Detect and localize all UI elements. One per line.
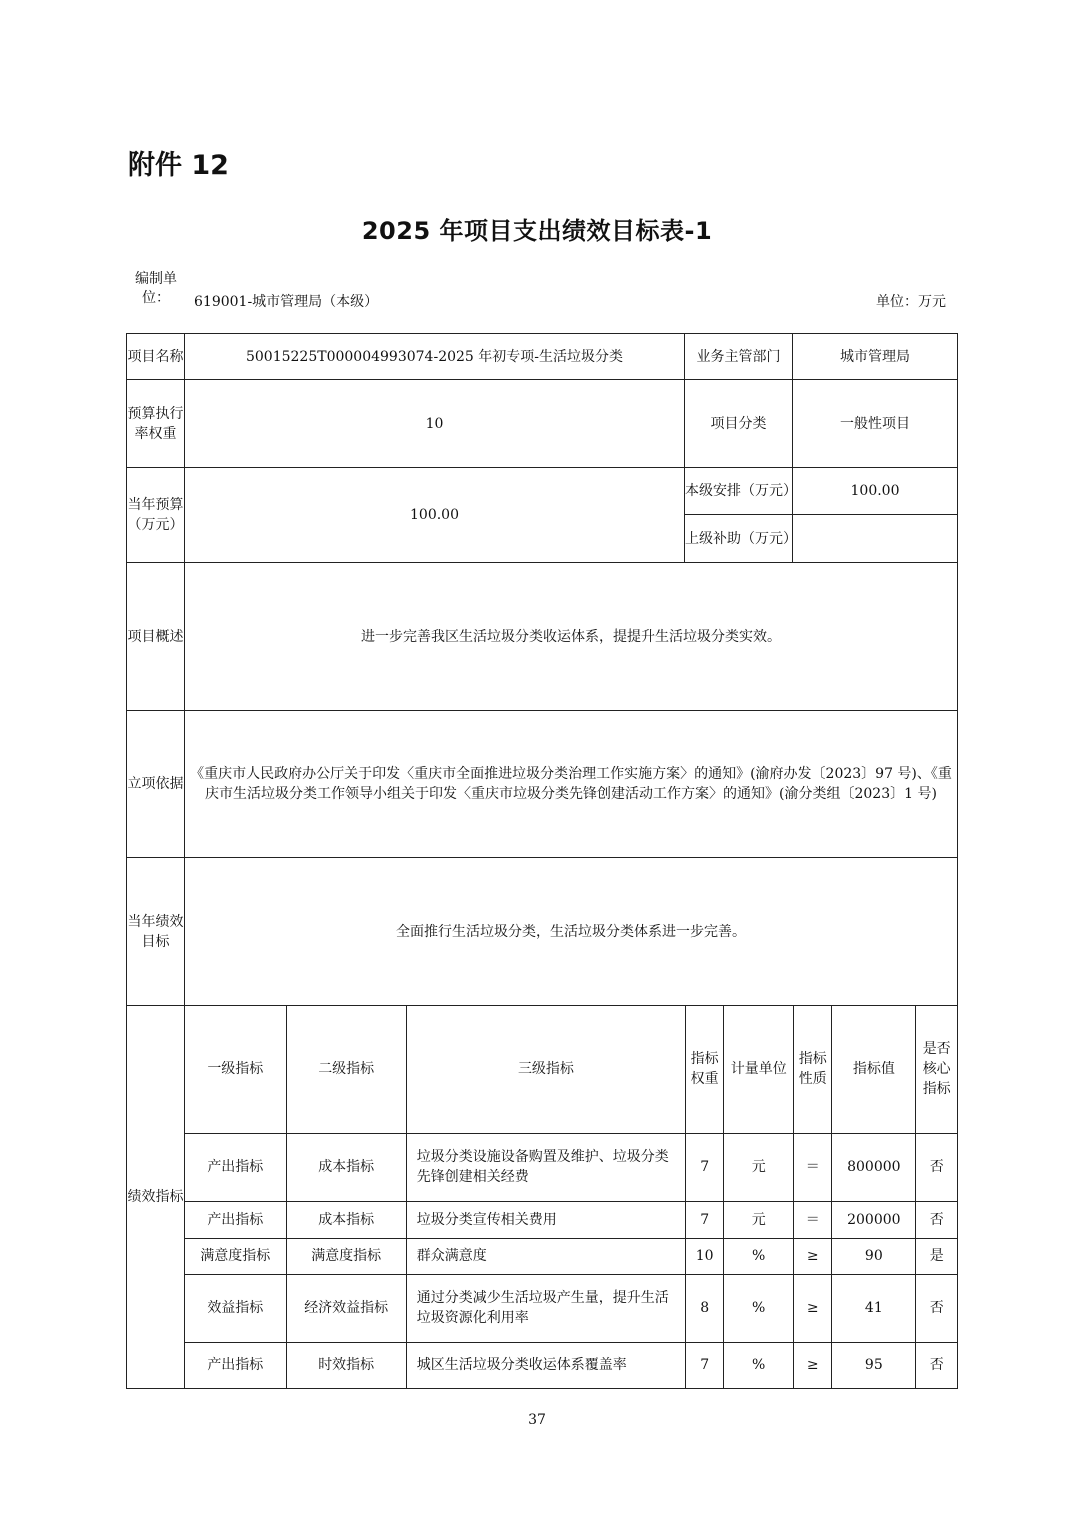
indicators-table xyxy=(185,1006,957,1388)
row-level2: 经济效益指标 xyxy=(286,1274,406,1342)
row-level3: 群众满意度 xyxy=(406,1238,685,1274)
row-nature: ＝ xyxy=(794,1133,832,1201)
table-row xyxy=(185,1274,957,1342)
weight-row xyxy=(127,380,958,468)
row-value: 800000 xyxy=(832,1133,916,1201)
row-level3: 垃圾分类设施设备购置及维护、垃圾分类先锋创建相关经费 xyxy=(406,1133,685,1201)
department-label: 业务主管部门 xyxy=(685,334,793,380)
basis-row xyxy=(127,711,958,858)
budget-label: 当年预算（万元） xyxy=(127,468,185,563)
row-nature: ＝ xyxy=(794,1201,832,1238)
unit-row xyxy=(128,270,956,332)
row-core: 否 xyxy=(916,1274,957,1342)
row-weight: 7 xyxy=(686,1342,724,1388)
table-row xyxy=(185,1201,957,1238)
local-funding-label: 本级安排（万元） xyxy=(685,468,793,515)
weight-value: 10 xyxy=(185,380,685,468)
row-core: 否 xyxy=(916,1342,957,1388)
row-value: 95 xyxy=(832,1342,916,1388)
row-level2: 成本指标 xyxy=(286,1133,406,1201)
table-row xyxy=(185,1133,957,1201)
row-nature: ≥ xyxy=(794,1238,832,1274)
basis-value: 《重庆市人民政府办公厅关于印发〈重庆市全面推进垃圾分类治理工作实施方案〉的通知》(渝府办发〔2023〕97 号)、《重庆市生活垃圾分类工作领导小组关于印发〈重庆市垃圾分类先锋创建活动工作方案〉的通知》(渝分类组〔2023〕1 号) xyxy=(185,711,958,858)
category-label: 项目分类 xyxy=(685,380,793,468)
unit-value: 619001-城市管理局（本级） xyxy=(194,294,379,310)
row-weight: 10 xyxy=(686,1238,724,1274)
row-level1: 产出指标 xyxy=(185,1342,286,1388)
indicators-row xyxy=(127,1006,958,1389)
row-level3: 城区生活垃圾分类收运体系覆盖率 xyxy=(406,1342,685,1388)
row-weight: 8 xyxy=(686,1274,724,1342)
category-value: 一般性项目 xyxy=(793,380,958,468)
row-level3: 通过分类减少生活垃圾产生量，提升生活垃圾资源化利用率 xyxy=(406,1274,685,1342)
page-title: 2025 年项目支出绩效目标表-1 xyxy=(361,217,713,245)
row-core: 否 xyxy=(916,1133,957,1201)
indicators-cell xyxy=(185,1006,958,1389)
overview-row xyxy=(127,563,958,711)
row-level1: 产出指标 xyxy=(185,1133,286,1201)
upper-funding-label: 上级补助（万元） xyxy=(685,515,793,563)
row-weight: 7 xyxy=(686,1133,724,1201)
header-core: 是否核心指标 xyxy=(916,1006,957,1133)
indicators-header xyxy=(185,1006,957,1133)
row-level3: 垃圾分类宣传相关费用 xyxy=(406,1201,685,1238)
budget-row xyxy=(127,468,958,515)
project-name-value: 50015225T000004993074-2025 年初专项-生活垃圾分类 xyxy=(185,334,685,380)
row-level2: 成本指标 xyxy=(286,1201,406,1238)
row-weight: 7 xyxy=(686,1201,724,1238)
unit-label: 编制单位： xyxy=(135,271,177,306)
header-value: 指标值 xyxy=(832,1006,916,1133)
indicators-label: 绩效指标 xyxy=(127,1006,185,1389)
row-value: 200000 xyxy=(832,1201,916,1238)
goal-row xyxy=(127,858,958,1006)
header-unit: 计量单位 xyxy=(724,1006,794,1133)
table-row xyxy=(185,1238,957,1274)
row-unit: % xyxy=(724,1238,794,1274)
row-unit: 元 xyxy=(724,1133,794,1201)
row-level1: 满意度指标 xyxy=(185,1238,286,1274)
page-number: 37 xyxy=(528,1412,546,1428)
row-unit: % xyxy=(724,1274,794,1342)
row-level2: 时效指标 xyxy=(286,1342,406,1388)
project-name-row xyxy=(127,334,958,380)
header-level1: 一级指标 xyxy=(185,1006,286,1133)
row-level1: 效益指标 xyxy=(185,1274,286,1342)
overview-label: 项目概述 xyxy=(127,563,185,711)
overview-value: 进一步完善我区生活垃圾分类收运体系，提提升生活垃圾分类实效。 xyxy=(185,563,958,711)
project-name-label: 项目名称 xyxy=(127,334,185,380)
row-core: 否 xyxy=(916,1201,957,1238)
header-level3: 三级指标 xyxy=(406,1006,685,1133)
performance-table xyxy=(126,333,958,1389)
header-nature: 指标性质 xyxy=(794,1006,832,1133)
row-level2: 满意度指标 xyxy=(286,1238,406,1274)
table-row xyxy=(185,1342,957,1388)
budget-value: 100.00 xyxy=(185,468,685,563)
goal-value: 全面推行生活垃圾分类，生活垃圾分类体系进一步完善。 xyxy=(185,858,958,1006)
row-unit: 元 xyxy=(724,1201,794,1238)
upper-funding-value xyxy=(793,515,958,563)
row-nature: ≥ xyxy=(794,1274,832,1342)
header-weight: 指标权重 xyxy=(686,1006,724,1133)
row-core: 是 xyxy=(916,1238,957,1274)
annex-label: 附件 12 xyxy=(128,150,229,181)
header-level2: 二级指标 xyxy=(286,1006,406,1133)
row-level1: 产出指标 xyxy=(185,1201,286,1238)
basis-label: 立项依据 xyxy=(127,711,185,858)
row-unit: % xyxy=(724,1342,794,1388)
currency-unit: 单位：万元 xyxy=(876,294,946,310)
row-value: 41 xyxy=(832,1274,916,1342)
row-nature: ≥ xyxy=(794,1342,832,1388)
row-value: 90 xyxy=(832,1238,916,1274)
local-funding-value: 100.00 xyxy=(793,468,958,515)
department-value: 城市管理局 xyxy=(793,334,958,380)
goal-label: 当年绩效目标 xyxy=(127,858,185,1006)
weight-label: 预算执行率权重 xyxy=(127,380,185,468)
